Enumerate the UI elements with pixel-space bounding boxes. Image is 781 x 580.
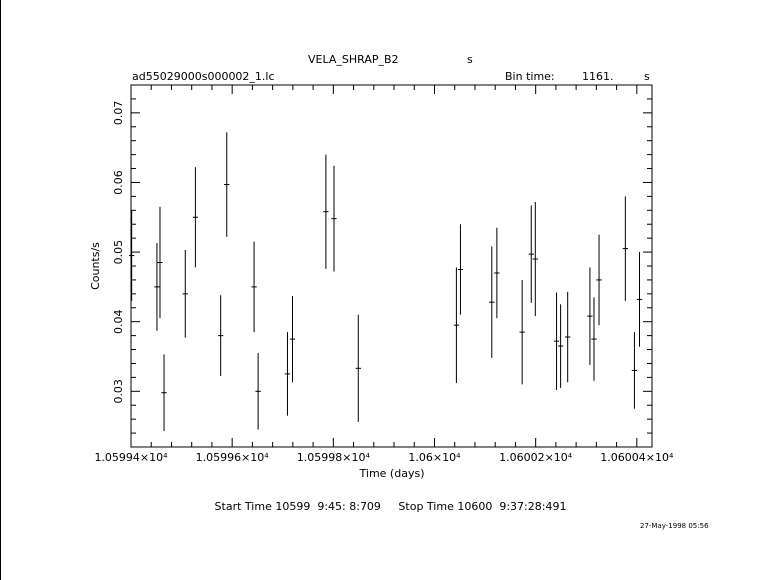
data-point	[154, 243, 159, 331]
bin-time-value: 1161.	[582, 70, 614, 83]
time-range	[0, 500, 781, 513]
plot-frame	[131, 85, 652, 447]
data-point	[637, 252, 642, 347]
data-point	[632, 332, 637, 409]
object-unit: s	[467, 53, 473, 66]
x-tick-label: 1.06004×10⁴	[600, 451, 674, 464]
data-point	[489, 247, 494, 358]
x-tick-label: 1.05996×10⁴	[195, 451, 269, 464]
data-point	[193, 167, 198, 267]
stop-time-value: 10600 9:37:28:491	[457, 500, 567, 513]
data-point	[591, 297, 596, 381]
data-point	[587, 267, 592, 364]
start-time-value: 10599 9:45: 8:709	[275, 500, 381, 513]
data-point	[623, 196, 628, 300]
y-axis-label: Counts/s	[89, 242, 102, 290]
file-name: ad55029000s000002_1.lc	[132, 70, 275, 83]
y-tick-label: 0.06	[112, 170, 125, 195]
data-point	[224, 132, 229, 236]
data-point	[285, 332, 290, 416]
y-tick-label: 0.07	[112, 100, 125, 126]
data-marks	[129, 132, 642, 431]
y-tick-label: 0.05	[112, 239, 125, 265]
object-name: VELA_SHRAP_B2	[308, 53, 399, 66]
bin-time-unit: s	[644, 70, 650, 83]
data-point	[323, 155, 328, 269]
start-time-label: Start Time	[214, 500, 272, 513]
y-tick-label: 0.03	[112, 379, 125, 404]
data-point	[331, 166, 336, 272]
data-point	[565, 292, 570, 383]
x-tick-label: 1.05994×10⁴	[94, 451, 168, 464]
y-tick-label: 0.04	[112, 309, 125, 334]
x-axis-label: Time (days)	[359, 467, 425, 480]
stop-time-label: Stop Time	[398, 500, 454, 513]
data-point	[458, 224, 463, 315]
data-point	[251, 242, 256, 333]
x-tick-label: 1.06002×10⁴	[499, 451, 573, 464]
axis-ticks	[94, 85, 674, 464]
data-point	[529, 205, 534, 302]
data-point	[554, 292, 559, 389]
data-point	[218, 295, 223, 376]
data-point	[157, 207, 162, 318]
data-point	[161, 354, 166, 431]
data-point	[558, 304, 563, 388]
data-point	[596, 235, 601, 325]
data-point	[454, 267, 459, 383]
date-stamp: 27-May-1998 05:56	[640, 522, 709, 530]
data-point	[533, 202, 538, 316]
data-point	[255, 353, 260, 430]
x-tick-label: 1.05998×10⁴	[296, 451, 370, 464]
data-point	[356, 315, 361, 422]
data-point	[290, 296, 295, 382]
data-point	[183, 250, 188, 338]
bin-time-label: Bin time:	[505, 70, 555, 83]
data-point	[519, 280, 524, 384]
x-tick-label: 1.06×10⁴	[408, 451, 461, 464]
data-point	[494, 228, 499, 319]
